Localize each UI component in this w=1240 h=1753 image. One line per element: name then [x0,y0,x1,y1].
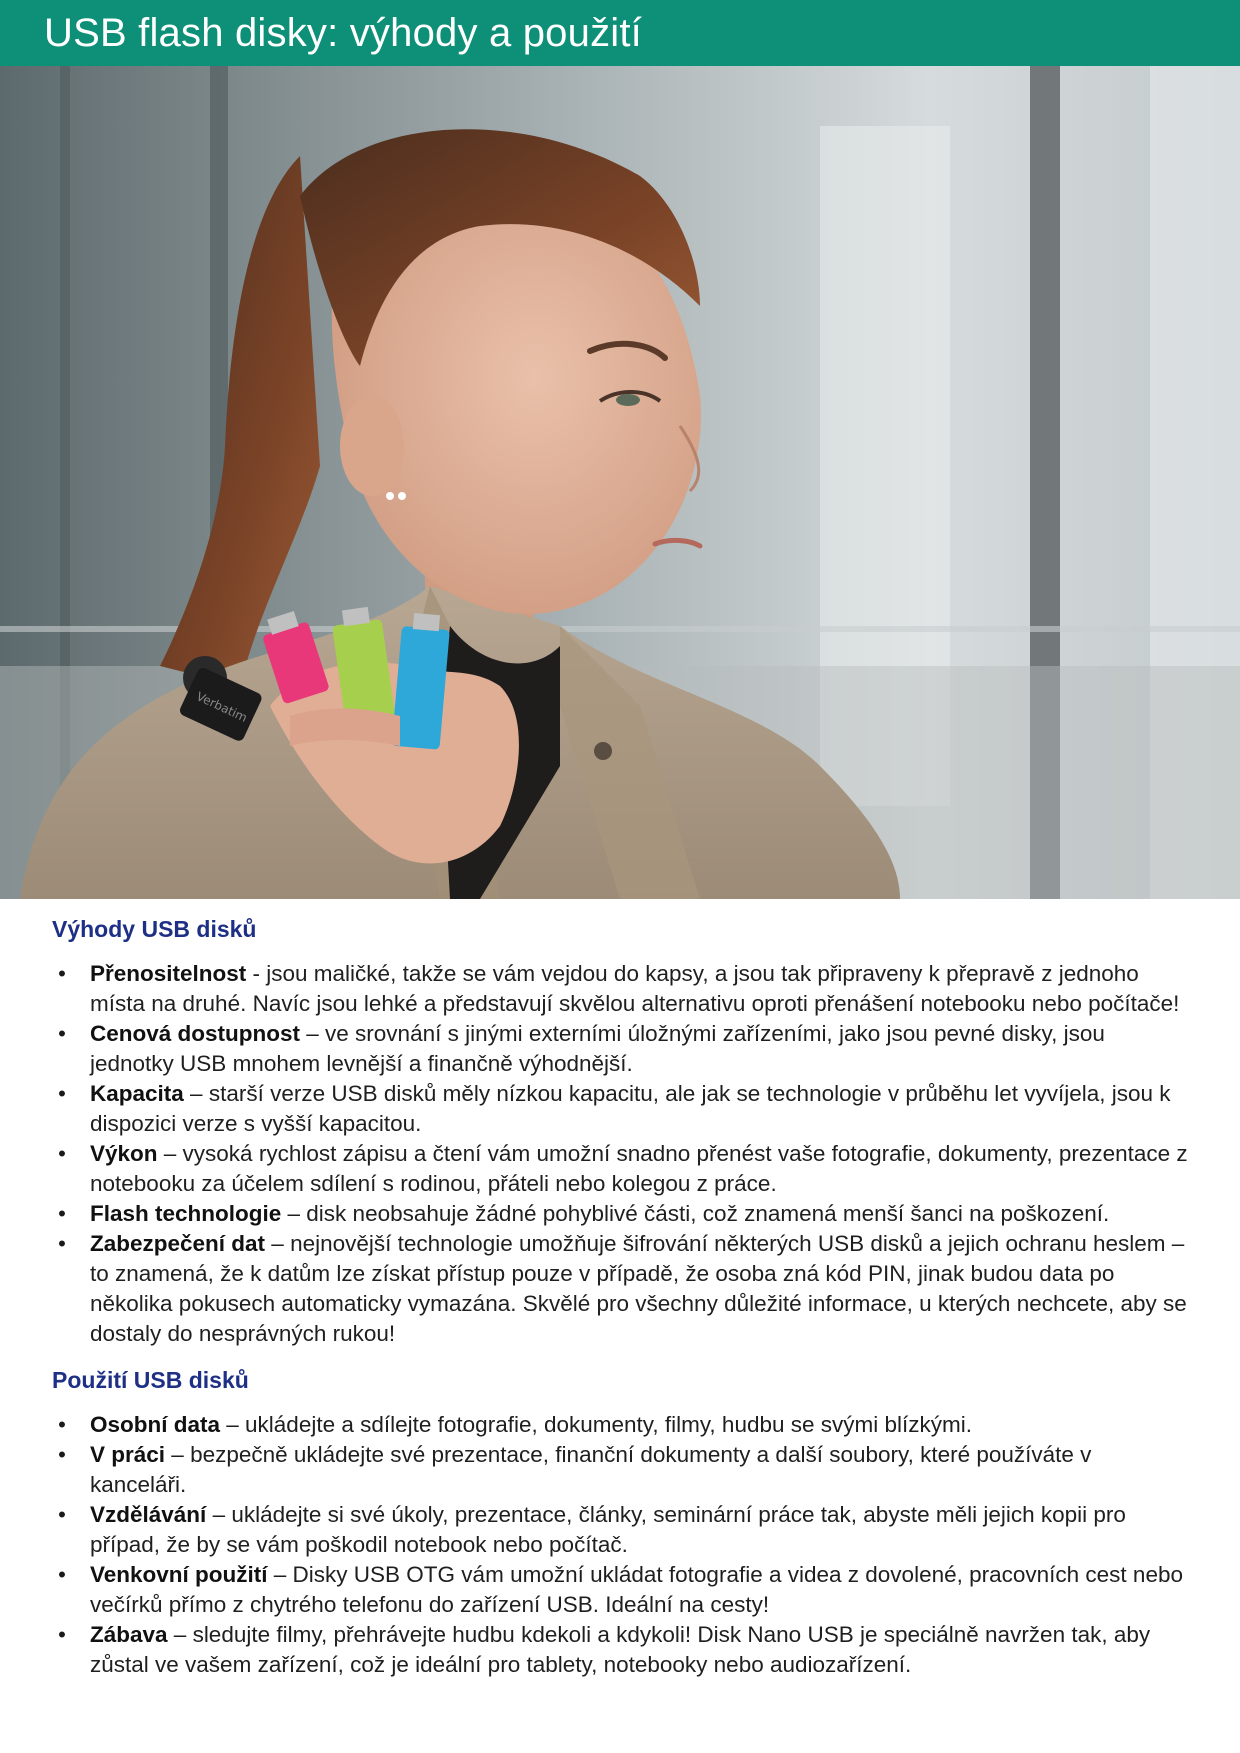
uses-list [52,1410,1192,1680]
list-item [52,959,1192,1019]
list-item [52,1440,1192,1500]
list-item [52,1079,1192,1139]
hero-photo [0,66,1240,899]
item-text: - jsou maličké, takže se vám vejdou do kapsy, a jsou tak připraveny k přepravě z jednoho místa na druhé. Navíc jsou lehké a představují skvělou alternativu oproti přenášení notebooku nebo počítače! [90,961,1180,1016]
item-text: – ukládejte a sdílejte fotografie, dokumenty, filmy, hudbu se svými blízkými. [220,1412,973,1437]
item-text: – sledujte filmy, přehrávejte hudbu kdekoli a kdykoli! Disk Nano USB je speciálně navržen tak, aby zůstal ve vašem zařízení, což je ideální pro tablety, notebooky nebo audiozařízení. [90,1622,1151,1677]
page-title: USB flash disky: výhody a použití [44,10,642,55]
item-term: Kapacita [90,1081,184,1106]
bullet-icon: • [58,1622,66,1647]
item-text: – Disky USB OTG vám umožní ukládat fotografie a videa z dovolené, pracovních cest nebo večírků přímo z chytrého telefonu do zařízení USB. Ideální na cesty! [90,1562,1183,1617]
item-text: – starší verze USB disků měly nízkou kapacitu, ale jak se technologie v průběhu let vyvíjela, jsou k dispozici verze s vyšší kapacitou. [90,1081,1171,1136]
content [52,912,1192,1680]
list-item [52,1139,1192,1199]
item-term: Přenositelnost [90,961,247,986]
bullet-icon: • [58,961,66,986]
list-item [52,1199,1192,1229]
title-bar [0,0,1240,66]
item-term: Zabezpečení dat [90,1231,266,1256]
item-text: – ukládejte si své úkoly, prezentace, články, seminární práce tak, abyste měli jejich kopii pro případ, že by se vám poškodil notebook nebo počítač. [90,1502,1126,1557]
item-term: Výkon [90,1141,158,1166]
bullet-icon: • [58,1502,66,1527]
bullet-icon: • [58,1231,66,1256]
list-item [52,1229,1192,1349]
item-text: – bezpečně ukládejte své prezentace, finanční dokumenty a další soubory, které používáte v kanceláři. [90,1442,1092,1497]
item-term: Flash technologie [90,1201,282,1226]
list-item [52,1500,1192,1560]
item-text: – vysoká rychlost zápisu a čtení vám umožní snadno přenést vaše fotografie, dokumenty, prezentace z notebooku za účelem sdílení s rodinou, přáteli nebo kolegou z práce. [90,1141,1188,1196]
advantages-list [52,959,1192,1349]
item-term: Venkovní použití [90,1562,268,1587]
item-text: – ve srovnání s jinými externími úložnými zařízeními, jako jsou pevné disky, jsou jednotky USB mnohem levnější a finančně výhodnější. [90,1021,1105,1076]
bullet-icon: • [58,1562,66,1587]
item-term: Zábava [90,1622,168,1647]
bullet-icon: • [58,1141,66,1166]
bullet-icon: • [58,1021,66,1046]
list-item [52,1019,1192,1079]
item-term: Osobní data [90,1412,221,1437]
item-term: V práci [90,1442,166,1467]
section-heading-advantages: Výhody USB disků [52,916,257,942]
list-item [52,1410,1192,1440]
svg-text:Verbatim: Verbatim [194,689,250,725]
section-heading-uses: Použití USB disků [52,1367,249,1393]
bullet-icon: • [58,1201,66,1226]
bullet-icon: • [58,1081,66,1106]
item-term: Cenová dostupnost [90,1021,301,1046]
item-term: Vzdělávání [90,1502,207,1527]
list-item [52,1620,1192,1680]
item-text: – nejnovější technologie umožňuje šifrování některých USB disků a jejich ochranu heslem – to znamená, že k datům lze získat přístup pouze v případě, že osoba zná kód PIN, jinak budou data po několika pokusech automaticky vymazána. Skvělé pro všechny důležité informace, u kterých nechcete, aby se dostaly do nesprávných rukou! [90,1231,1187,1346]
bullet-icon: • [58,1412,66,1437]
item-text: – disk neobsahuje žádné pohyblivé části, což znamená menší šanci na poškození. [281,1201,1110,1226]
bullet-icon: • [58,1442,66,1467]
list-item [52,1560,1192,1620]
